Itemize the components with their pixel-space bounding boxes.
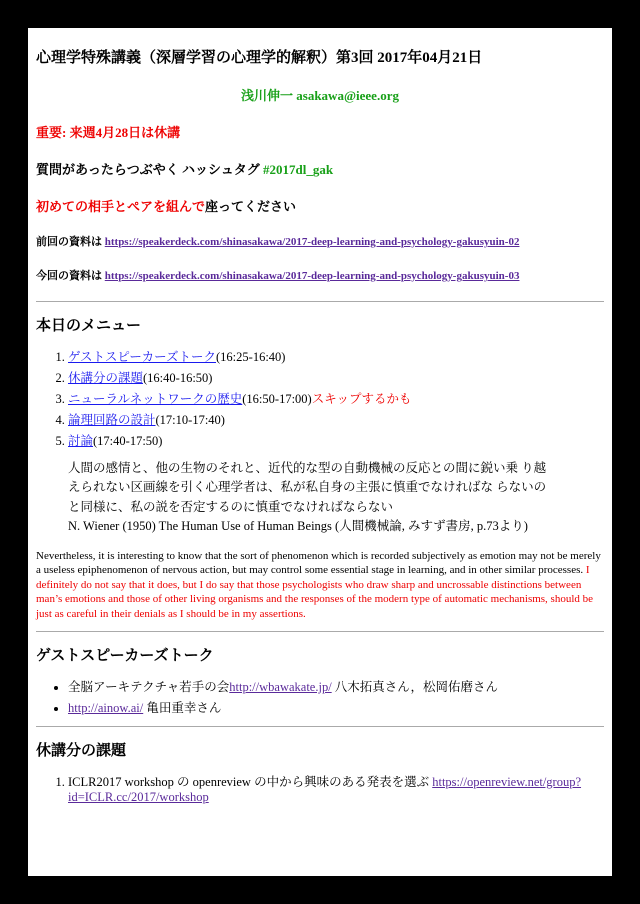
assignment-heading: 休講分の課題 — [36, 743, 127, 760]
menu-item — [68, 368, 604, 386]
pair-red-text: 初めての相手とペアを組んで — [36, 199, 206, 214]
menu-item — [68, 389, 604, 407]
quote-line: えられない区画線を引く心理学者は、私が私自身の主張に慎重でなければな らないの — [68, 480, 547, 495]
menu-link-nn-history[interactable]: ニューラルネットワークの歴史 — [68, 392, 243, 406]
menu-link-guest-talk[interactable]: ゲストスピーカーズトーク — [68, 350, 217, 364]
menu-note: スキップするかも — [311, 392, 412, 406]
menu-time: (16:25-16:40) — [216, 350, 286, 364]
menu-time: (16:40-16:50) — [143, 371, 213, 385]
menu-link-discussion[interactable]: 討論 — [68, 434, 94, 448]
document-content — [28, 28, 612, 805]
hashtag-line — [36, 159, 604, 178]
guest-prefix: 全脳アーキテクチャ若手の会 — [68, 680, 230, 695]
prev-material-link[interactable]: https://speakerdeck.com/shinasakawa/2017-deep-learning-and-psychology-gakusyuin-02 — [104, 236, 520, 248]
divider — [36, 726, 604, 727]
assignment-text: ICLR2017 workshop の openreview の中から興味のある発表を選ぶ — [68, 775, 433, 790]
assignment-list — [36, 772, 604, 805]
english-paragraph — [36, 549, 604, 622]
pair-black-text: 座ってください — [205, 199, 297, 214]
hashtag-prefix: 質問があったらつぶやく ハッシュタグ — [36, 162, 263, 177]
hashtag: #2017dl_gak — [262, 162, 334, 177]
prev-material-label: 前回の資料は — [36, 236, 105, 248]
menu-item — [68, 431, 604, 449]
guest-item — [68, 677, 604, 695]
today-material-link[interactable]: https://speakerdeck.com/shinasakawa/2017-deep-learning-and-psychology-gakusyuin-03 — [104, 270, 520, 282]
prev-material-line — [36, 233, 604, 249]
quote-line: 人間の感情と、他の生物のそれと、近代的な型の自動機械の反応との間に鋭い乗 り越 — [68, 461, 547, 475]
document-page — [28, 28, 612, 876]
menu-time: (17:10-17:40) — [155, 413, 225, 427]
guest-list — [36, 677, 604, 716]
assignment-item — [68, 772, 604, 805]
english-red-text: I definitely do not say that it does, but I do say that those psychologists who draw sharp and uncrossable distinctions between man’s emotions and those of other living organisms and the responses of the modern type of automatic mechanisms, should be just as careful in their denials as I should be in my assertions. — [36, 564, 594, 620]
guest-item — [68, 698, 604, 716]
menu-heading: 本日のメニュー — [36, 318, 142, 334]
today-material-label: 今回の資料は — [36, 270, 105, 282]
guest-suffix: 亀田重幸さん — [143, 701, 222, 716]
guest-heading: ゲストスピーカーズトーク — [36, 648, 214, 665]
author-line: 浅川伸一 asakawa@ieee.org — [241, 88, 399, 103]
guest-link-ainow[interactable]: http://ainow.ai/ — [68, 701, 144, 716]
menu-item — [68, 347, 604, 365]
menu-link-logic-circuit[interactable]: 論理回路の設計 — [68, 413, 156, 427]
english-black-text: Nevertheless, it is interesting to know that the sort of phenomenon which is recorded subjectively as emotion may not be merely a useless epiphenomenon of nervous action, but may control some essential stage in learning, and in other similar processes. — [36, 549, 601, 577]
quote-line: と同様に、私の説を否定するのに慎重でなければならない — [68, 499, 394, 514]
page-title: 心理学特殊講義（深層学習の心理学的解釈）第3回 2017年04月21日 — [36, 50, 483, 66]
menu-list — [36, 347, 604, 449]
menu-time: (17:40-17:50) — [93, 434, 163, 448]
guest-suffix: 八木拓真さん，松岡佑磨さん — [331, 680, 499, 695]
menu-time: (16:50-17:00) — [242, 392, 312, 406]
pair-line — [36, 196, 604, 215]
divider — [36, 301, 604, 302]
wiener-quote — [68, 459, 604, 537]
assignment-link[interactable]: https://openreview.net/group?id=ICLR.cc/2017/workshop — [68, 775, 582, 805]
divider — [36, 631, 604, 632]
today-material-line — [36, 267, 604, 283]
notice-line: 重要: 来週4月28日は休講 — [36, 125, 181, 140]
menu-link-assignment[interactable]: 休講分の課題 — [68, 371, 144, 385]
guest-link-wbawakate[interactable]: http://wbawakate.jp/ — [229, 680, 332, 695]
menu-item — [68, 410, 604, 428]
quote-source: N. Wiener (1950) The Human Use of Human Beings (人間機械論, みすず書房, p.73より) — [68, 519, 528, 534]
